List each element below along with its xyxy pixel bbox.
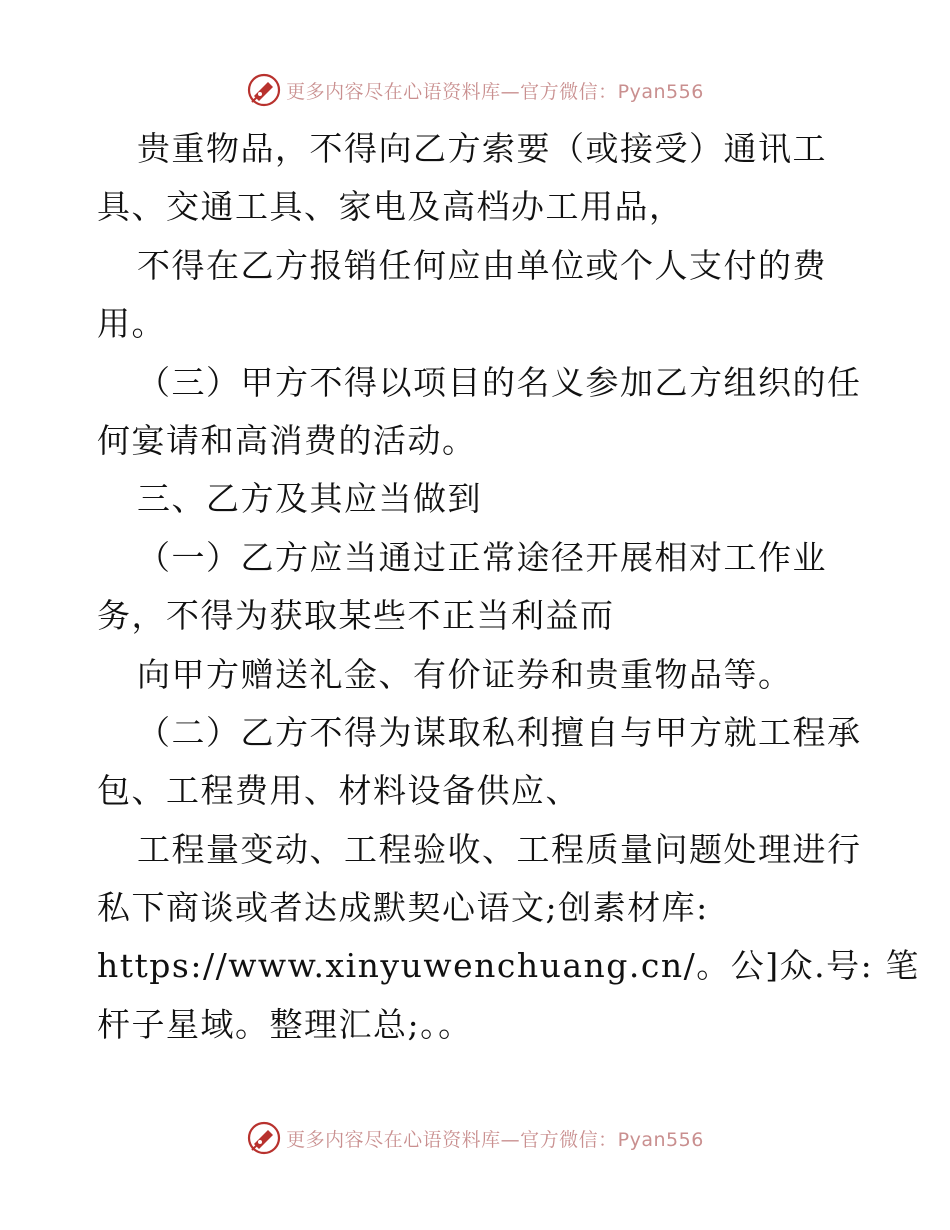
text-line: 何宴请和高消费的活动。 xyxy=(97,420,477,460)
header-banner-text: 更多内容尽在心语资料库—官方微信：Pyan556 xyxy=(286,80,704,103)
text-line: 务，不得为获取某些不正当利益而 xyxy=(97,596,615,636)
text-line: （一）乙方应当通过正常途径开展相对工作业 xyxy=(137,537,827,577)
footer-banner xyxy=(0,1118,950,1158)
section-heading: 三、乙方及其应当做到 xyxy=(137,479,482,519)
pen-nib-logo-icon xyxy=(246,72,282,108)
text-line: 私下商谈或者达成默契心语文;创素材库: xyxy=(97,888,709,928)
footer-banner-text: 更多内容尽在心语资料库—官方微信：Pyan556 xyxy=(286,1128,704,1151)
text-line: 杆子星域。整理汇总;。。 xyxy=(97,1004,473,1044)
text-line: （二）乙方不得为谋取私利擅自与甲方就工程承 xyxy=(137,712,862,752)
text-line: 工程量变动、工程验收、工程质量问题处理进行 xyxy=(137,829,862,869)
text-line: 不得在乙方报销任何应由单位或个人支付的费 xyxy=(137,245,827,285)
pen-nib-logo-icon xyxy=(246,1120,282,1156)
text-line: 包、工程费用、材料设备供应、 xyxy=(97,771,580,811)
text-line: 具、交通工具、家电及高档办工用品， xyxy=(97,187,684,227)
header-banner xyxy=(0,70,950,110)
text-line: 用。 xyxy=(97,304,166,344)
text-line: 贵重物品，不得向乙方索要（或接受）通讯工 xyxy=(137,129,827,168)
document-body xyxy=(97,120,920,1054)
text-line: 向甲方赠送礼金、有价证券和贵重物品等。 xyxy=(137,654,793,694)
text-line: （三）甲方不得以项目的名义参加乙方组织的任 xyxy=(137,362,862,402)
url-text-line: https://www.xinyuwenchuang.cn/。公]众.号: 笔 xyxy=(97,946,920,986)
